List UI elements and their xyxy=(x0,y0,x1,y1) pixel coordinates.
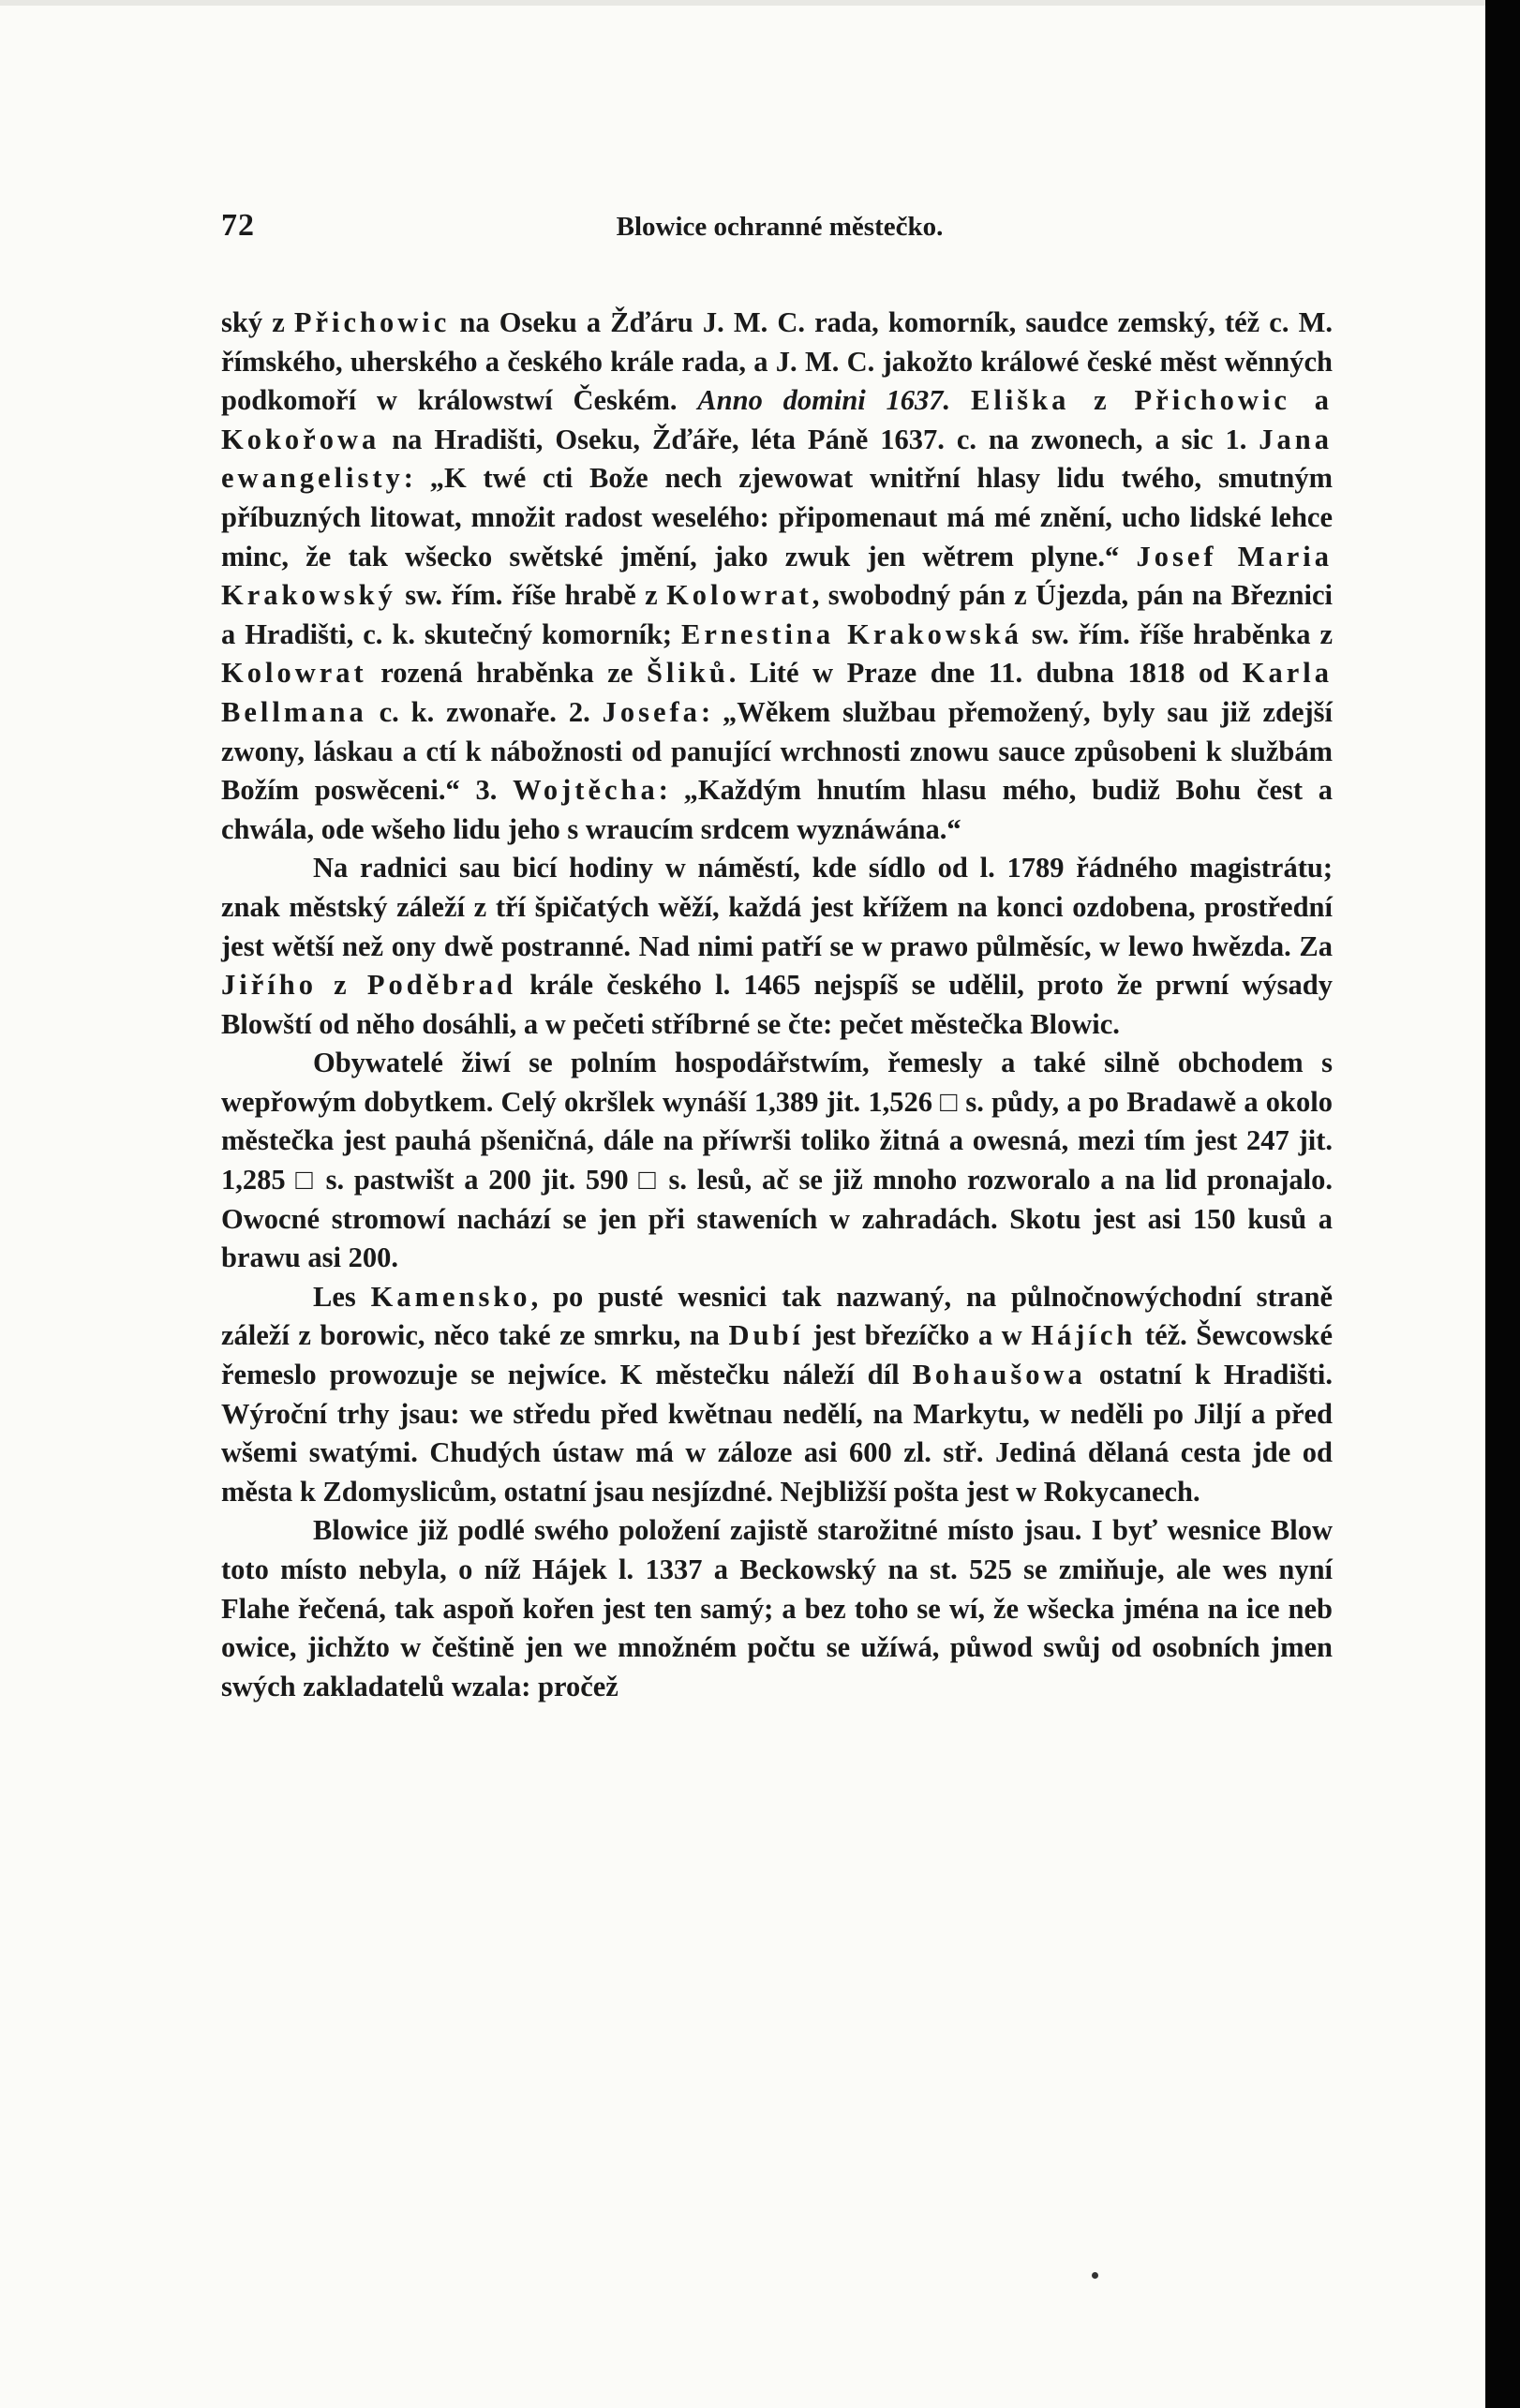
spaced-name: Karla Bellmana xyxy=(221,657,1333,728)
text-run: ský z xyxy=(221,306,294,338)
spaced-name: Hájích xyxy=(1031,1319,1137,1352)
text-run: na Oseku a Žďáru J. M. C. rada, komorník, saudce zemský, též c. M. římského, uherského a českého krále rada, a J. M. C. jakožto králowé české měst wěnných podkomoří w králowstwí Českém. xyxy=(221,306,1333,417)
text-run: : „Každým hnutím hlasu mého, budiž Bohu čest a chwála, ode wšeho lidu jeho s wraucím srdcem wyznáwána.“ xyxy=(221,774,1333,845)
text-run: . Lité w Praze dne 11. dubna 1818 od xyxy=(728,657,1243,690)
paragraph xyxy=(221,1278,1333,1512)
paragraph xyxy=(221,849,1333,1044)
paragraph xyxy=(221,304,1333,849)
spaced-name: Šliků xyxy=(646,657,729,690)
spaced-name: Jiřího z Poděbrad xyxy=(221,969,517,1002)
spaced-name: Josef Maria Krakowský xyxy=(221,540,1333,612)
spaced-name: Wojtěcha xyxy=(513,774,659,807)
text-run: ostatní k Hradišti. Wýroční trhy jsau: we středu před kwětnau nedělí, na Markytu, w neděli po Jiljí a před wšemi swatými. Chudých ústaw má w záloze asi 600 zl. stř. Jediná dělaná cesta jde od města k Zdomyslicům, ostatní jsau nesjízdné. Nejbližší pošta jest w Rokycanech. xyxy=(221,1359,1333,1508)
spaced-name: Kamensko xyxy=(370,1280,531,1313)
text-run: : „K twé cti Bože nech zjewowat wnitřní hlasy lidu twého, smutným příbuzných litowat, množit radost weselého: připomenaut má mé znění, ucho lidské lehce minc, že tak wšecko swětské jmění, jako zwuk jen wětrem plyne.“ xyxy=(221,462,1333,572)
text-run: c. k. zwonaře. 2. xyxy=(366,695,603,728)
spaced-name: Bohaušowa xyxy=(912,1359,1086,1391)
paragraph xyxy=(221,1511,1333,1706)
spaced-name: Josefa xyxy=(602,695,701,728)
text-run: jest březíčko a w xyxy=(803,1319,1032,1352)
text-run: , po pusté wesnici tak nazwaný, na půlnočnowýchodní straně záleží z borowic, něco také ze smrku, na xyxy=(221,1280,1333,1352)
page-top-edge xyxy=(0,0,1485,6)
text-run: též. Šewcowské řemeslo prowozuje se nejwíce. K městečku náleží díl xyxy=(221,1319,1333,1391)
text-run: na Hradišti, Oseku, Žďáře, léta Páně 1637. c. na zwonech, a sic 1. xyxy=(380,423,1259,455)
italic-text: Anno domini 1637. xyxy=(697,384,951,417)
spaced-name: Jana ewangelisty xyxy=(221,423,1333,495)
text-run xyxy=(950,384,971,416)
paragraph xyxy=(221,1044,1333,1278)
spaced-name: Přichowic xyxy=(293,306,451,338)
text-run: , swobodný pán z Újezda, pán na Březnici a Hradišti, c. k. skutečný komorník; xyxy=(221,579,1333,650)
spaced-name: Kolowrat xyxy=(221,657,367,690)
print-speck xyxy=(1092,2272,1098,2279)
text-run: sw. řím. říše hraběnka z xyxy=(1021,617,1333,650)
spaced-name: Dubí xyxy=(728,1319,804,1352)
text-run: Les xyxy=(313,1280,371,1313)
text-run: : „Wěkem službau přemožený, byly sau již zdejší zwony, láskau a ctí k nábožnosti od panující wrchnosti znowu sauce způsobeni k službám Božím poswěceni.“ 3. xyxy=(221,695,1333,807)
spaced-name: Kolowrat xyxy=(666,579,812,612)
text-run: Na radnici sau bicí hodiny w náměstí, kde sídlo od l. 1789 řádného magistrátu; znak městský záleží z tří špičatých wěží, každá jest křížem na konci ozdobena, prostřední jest wětší než ony dwě postranné. Nad nimi patří se w prawo půlměsíc, w lewo hwězda. Za xyxy=(221,852,1333,962)
text-run: sw. řím. říše hrabě z xyxy=(395,579,667,612)
scan-border xyxy=(1485,0,1520,2408)
text-run: rozená hraběnka ze xyxy=(366,657,647,690)
spaced-name: Eliška z Přichowic a Kokořowa xyxy=(221,384,1334,455)
running-title: Blowice ochranné městečko. xyxy=(616,212,944,242)
page-number: 72 xyxy=(221,208,255,243)
text-run: Blowice již podlé swého položení zajistě starožitné místo jsau. I byť wesnice Blow toto místo nebyla, o níž Hájek l. 1337 a Beckowský na st. 525 se zmiňuje, ale wes nyní Flahe řečená, tak aspoň kořen jest ten samý; a bez toho se wí, že wšecka jména na ice neb owice, jichžto w češtině jen we množném počtu se užíwá, půwod swůj od osobních jmen swých zakladatelů wzala: pročež xyxy=(221,1514,1333,1702)
spaced-name: Ernestina Krakowská xyxy=(681,617,1022,650)
text-run: krále českého l. 1465 nejspíš se udělil, proto že prwní wýsady Blowští od něho dosáhli, a w pečeti stříbrné se čte: pečet městečka Blowic. xyxy=(221,969,1333,1040)
text-run: Obywatelé žiwí se polním hospodářstwím, řemesly a také silně obchodem s wepřowým dobytkem. Celý okršlek wynáší 1,389 jit. 1,526 □ s. půdy, a po Bradawě a okolo městečka jest pauhá pšeničná, dále na příwrši toliko žitná a owesná, mezi tím jest 247 jit. 1,285 □ s. pastwišt a 200 jit. 590 □ s. lesů, ač se již mnoho rozworalo a na lid pronajalo. Owocné stromowí nachází se jen při staweních w zahradách. Skotu jest asi 150 kusů a brawu asi 200. xyxy=(221,1047,1333,1274)
page-header xyxy=(217,208,1342,255)
body-text xyxy=(221,304,1333,1706)
